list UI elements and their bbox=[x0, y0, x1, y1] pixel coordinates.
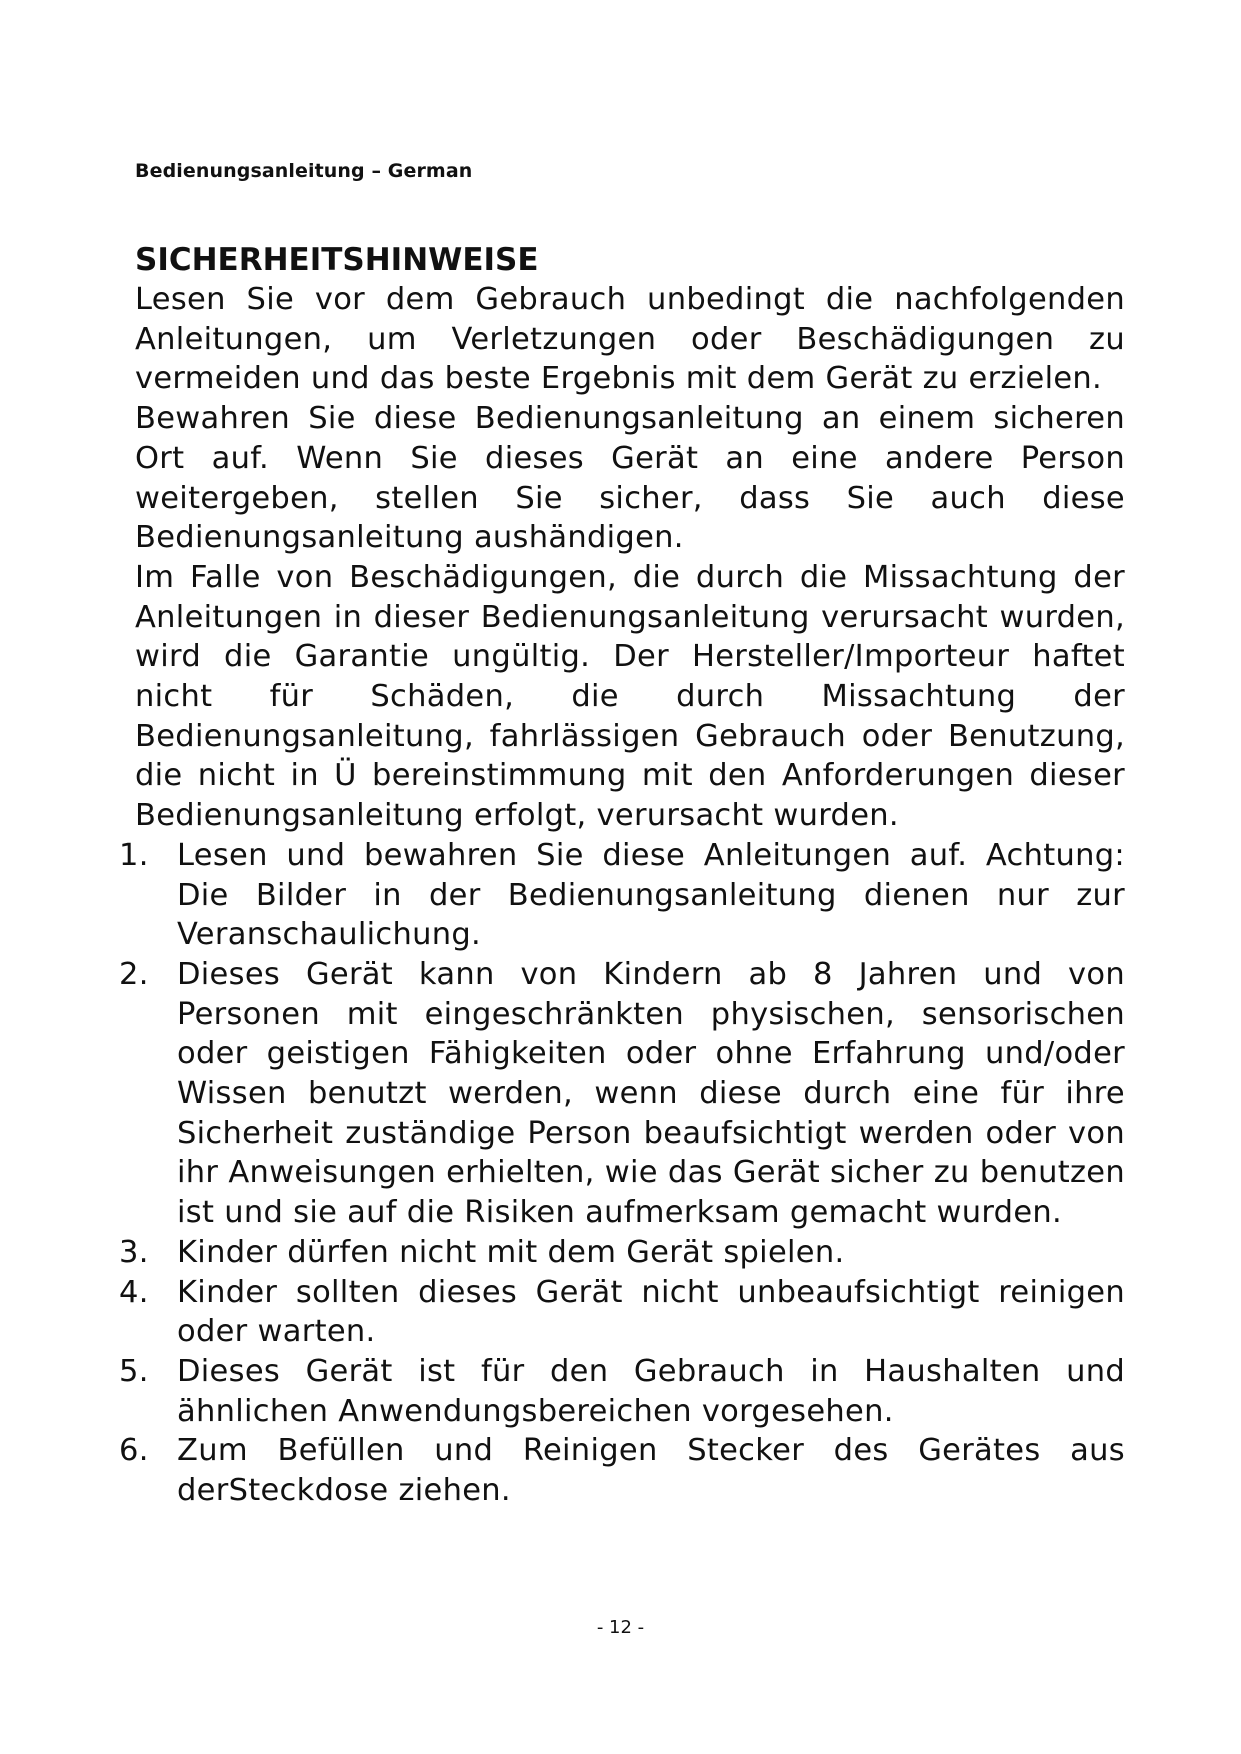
list-item-number: 1. bbox=[119, 837, 149, 873]
list-item-number: 6. bbox=[119, 1433, 149, 1469]
list-item-text: Lesen und bewahren Sie diese Anleitungen auf. Achtung: Die Bilder in der Bedienungsanleitung dienen nur zur Veranschaulichung. bbox=[177, 837, 1125, 953]
list-item-number: 5. bbox=[119, 1353, 149, 1389]
list-item-text: Zum Befüllen und Reinigen Stecker des Gerätes aus derSteckdose ziehen. bbox=[177, 1433, 1125, 1509]
warranty-paragraph: Im Falle von Beschädigungen, die durch die Missachtung der Anleitungen in dieser Bedienungsanleitung verursacht wurden, wird die Garantie ungültig. Der Hersteller/Importeur haftet nicht für Schäden, die durch Missachtung der Bedienungsanleitung, fahrlässigen Gebrauch oder Benutzung, die nicht in Ü bereinstimmung mit den Anforderungen dieser Bedienungsanleitung erfolgt, verursacht wurden. bbox=[135, 559, 1125, 834]
storage-paragraph: Bewahren Sie diese Bedienungsanleitung an einem sicheren Ort auf. Wenn Sie dieses Gerät an eine andere Person weitergeben, stellen Sie sicher, dass Sie auch diese Bedienungsanleitung aushändigen. bbox=[135, 401, 1125, 556]
list-item-text: Dieses Gerät ist für den Gebrauch in Haushalten und ähnlichen Anwendungsbereichen vorgesehen. bbox=[177, 1353, 1125, 1429]
intro-paragraph: Lesen Sie vor dem Gebrauch unbedingt die nachfolgenden Anleitungen, um Verletzungen oder Beschädigungen zu vermeiden und das beste Ergebnis mit dem Gerät zu erzielen. bbox=[135, 282, 1125, 397]
list-item bbox=[119, 1233, 1125, 1273]
list-item bbox=[119, 836, 1125, 955]
page-number: - 12 - bbox=[596, 1617, 645, 1638]
list-item-text: Kinder dürfen nicht mit dem Gerät spielen. bbox=[177, 1234, 845, 1270]
list-item-number: 4. bbox=[119, 1274, 149, 1310]
safety-section bbox=[119, 240, 1125, 1511]
list-item bbox=[119, 1273, 1125, 1352]
list-item-text: Dieses Gerät kann von Kindern ab 8 Jahren und von Personen mit eingeschränkten physischen, sensorischen oder geistigen Fähigkeiten oder ohne Erfahrung und/oder Wissen benutzt werden, wenn diese durch eine für ihre Sicherheit zuständige Person beaufsichtigt werden oder von ihr Anweisungen erhielten, wie das Gerät sicher zu benutzen ist und sie auf die Risiken aufmerksam gemacht wurden. bbox=[177, 956, 1125, 1231]
list-item bbox=[119, 955, 1125, 1233]
list-item bbox=[119, 1431, 1125, 1510]
list-item-number: 3. bbox=[119, 1234, 149, 1270]
safety-list bbox=[119, 836, 1125, 1511]
list-item-text: Kinder sollten dieses Gerät nicht unbeaufsichtigt reinigen oder warten. bbox=[177, 1274, 1125, 1350]
section-title: SICHERHEITSHINWEISE bbox=[135, 242, 539, 278]
list-item bbox=[119, 1352, 1125, 1431]
list-item-number: 2. bbox=[119, 956, 149, 992]
header-label: Bedienungsanleitung – German bbox=[135, 160, 473, 182]
